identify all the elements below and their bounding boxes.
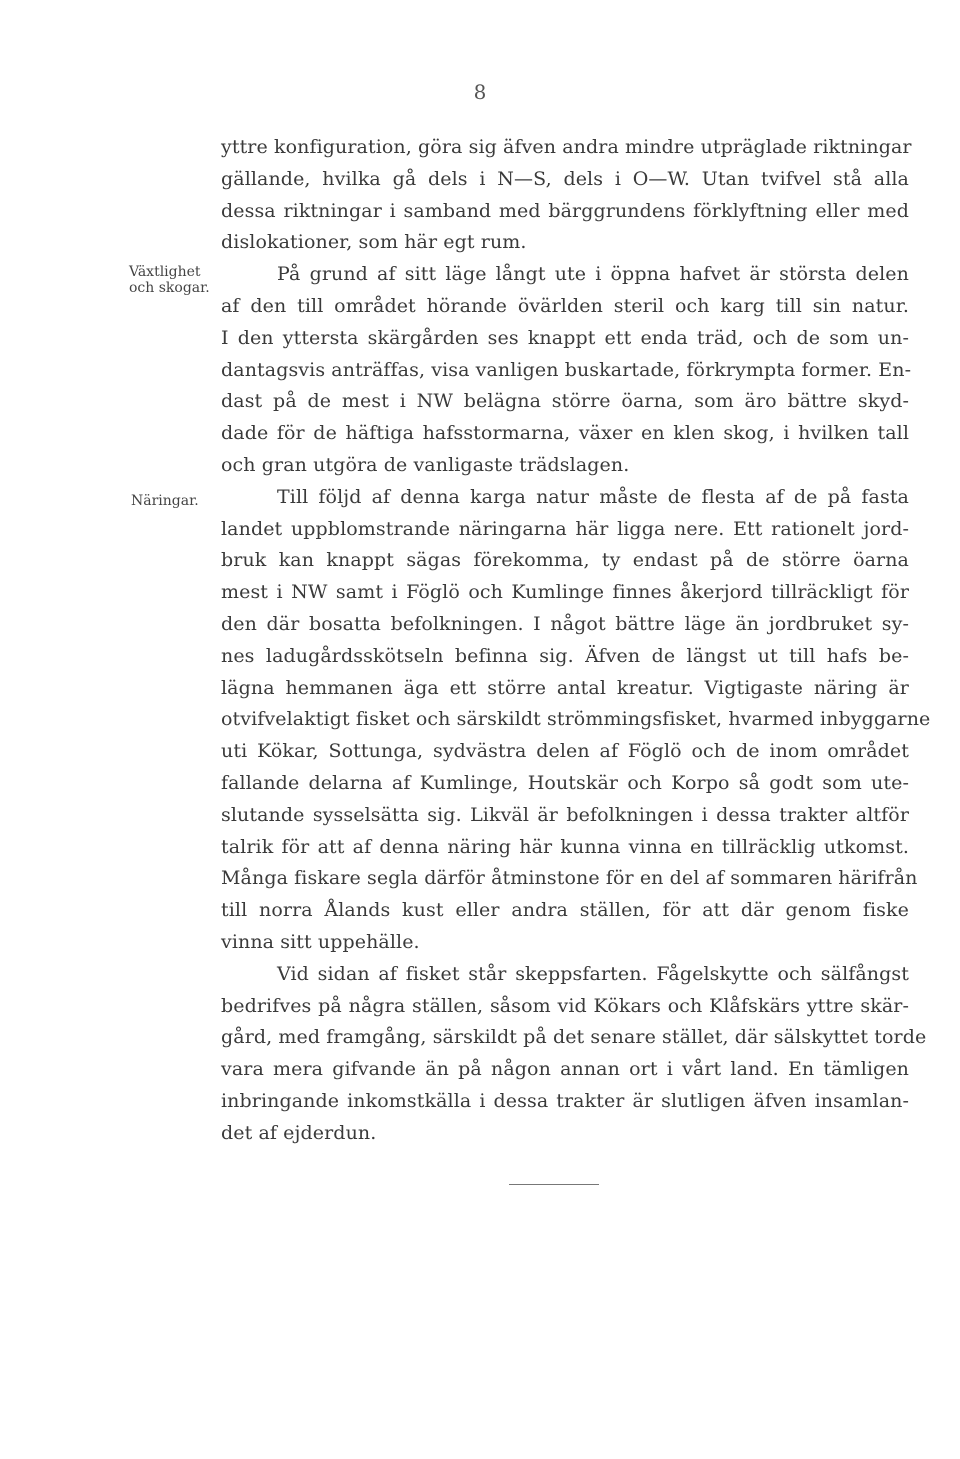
- text-line: fallande delarna af Kumlinge, Houtskär och Korpo så godt som ute-: [221, 771, 909, 794]
- text-line: vinna sitt uppehälle.: [221, 930, 420, 953]
- end-divider: [509, 1184, 599, 1185]
- text-line: I den yttersta skärgården ses knappt ett enda träd, och de som un-: [221, 326, 909, 349]
- text-line: yttre konfiguration, göra sig äfven andra mindre utpräglade riktningar: [221, 136, 912, 158]
- text-line: talrik för att af denna näring här kunna vinna en tillräcklig utkomst.: [221, 835, 909, 858]
- text-line: mest i NW samt i Föglö och Kumlinge finnes åkerjord tillräckligt för: [221, 581, 909, 604]
- text-line: dislokationer, som här egt rum.: [221, 231, 527, 254]
- text-line: dast på de mest i NW belägna större öarna, som äro bättre skyd-: [221, 390, 909, 413]
- margin-note-line: och skogar.: [129, 280, 210, 296]
- text-line: vara mera gifvande än på någon annan ort i vårt land. En tämligen: [221, 1058, 909, 1081]
- text-line: Vid sidan af fisket står skeppsfarten. Fågelskytte och sälfångst: [277, 962, 909, 985]
- margin-note-livelihoods: [131, 493, 199, 509]
- margin-note-line: Växtlighet: [129, 264, 201, 280]
- text-line: bedrifves på några ställen, såsom vid Kökars och Klåfskärs yttre skär-: [221, 994, 909, 1017]
- body-text: [221, 132, 931, 1150]
- text-line: dade för de häftiga hafsstormarna, växer en klen skog, i hvilken tall: [221, 422, 909, 445]
- text-line: dantagsvis anträffas, visa vanligen buskartade, förkrympta former. En-: [221, 358, 912, 381]
- text-line: landet uppblomstrande näringarna här ligga nere. Ett rationelt jord-: [221, 517, 909, 540]
- text-line: inbringande inkomstkälla i dessa trakter är slutligen äfven insamlan-: [221, 1089, 909, 1112]
- text-line: uti Kökar, Sottunga, sydvästra delen af Föglö och de inom området: [221, 740, 909, 763]
- text-line: dessa riktningar i samband med bärggrundens förklyftning eller med: [221, 199, 909, 222]
- text-line: till norra Ålands kust eller andra ställen, för att där genom fiske: [221, 899, 909, 922]
- text-line: otvifvelaktigt fisket och särskildt strömmingsfisket, hvarmed inbyggarne: [221, 708, 931, 731]
- text-line: Många fiskare segla därför åtminstone för en del af sommaren härifrån: [221, 867, 918, 890]
- text-line: På grund af sitt läge långt ute i öppna hafvet är största delen: [277, 263, 909, 286]
- text-line: den där bosatta befolkningen. I något bättre läge än jordbruket sy-: [221, 612, 909, 635]
- page-number: 8: [473, 80, 487, 104]
- text-line: och gran utgöra de vanligaste trädslagen.: [221, 453, 630, 476]
- text-line: det af ejderdun.: [221, 1121, 377, 1144]
- text-line: gård, med framgång, särskildt på det senare stället, där sälskyttet torde: [221, 1026, 927, 1049]
- text-line: bruk kan knappt sägas förekomma, ty endast på de större öarna: [221, 549, 909, 572]
- margin-note-line: Näringar.: [131, 493, 199, 509]
- text-line: lägna hemmanen äga ett större antal kreatur. Vigtigaste näring är: [221, 676, 909, 699]
- text-line: gällande, hvilka gå dels i N—S, dels i O—W. Utan tvifvel stå alla: [221, 167, 909, 190]
- text-line: slutande sysselsätta sig. Likväl är befolkningen i dessa trakter altför: [221, 803, 909, 826]
- text-line: Till följd af denna karga natur måste de flesta af de på fasta: [277, 485, 909, 508]
- margin-note-vegetation: [129, 264, 210, 296]
- text-line: af den till området hörande övärlden steril och karg till sin natur.: [221, 294, 909, 317]
- text-line: nes ladugårdsskötseln befinna sig. Äfven de längst ut till hafs be-: [221, 644, 909, 667]
